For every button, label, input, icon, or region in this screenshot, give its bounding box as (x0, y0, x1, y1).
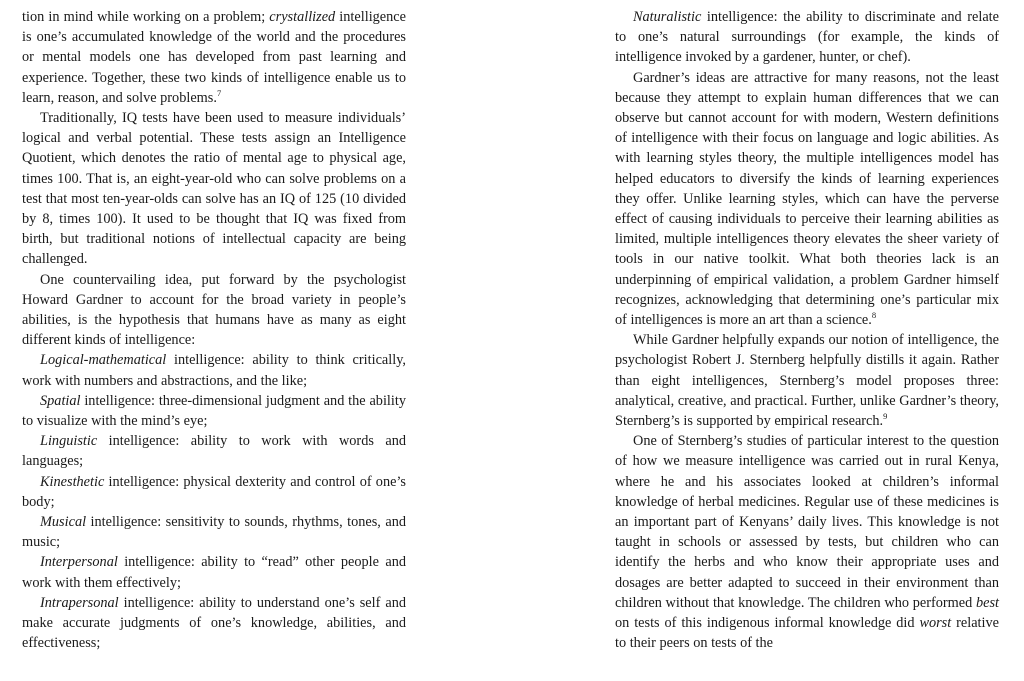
footnote-marker[interactable]: 8 (871, 310, 877, 321)
intelligence-name: Linguistic (40, 433, 98, 450)
intelligence-name: Naturalistic (633, 9, 702, 25)
text-span: One of Sternberg’s studies of particular interest to the question of how we measure intelligence was carried out in rural Kenya, where he and his associates looked at children’s informal knowledge of herbal medicines. Regular use of these medicines is an important part of Kenyans’ daily lives. This knowledge is not taught in schools or assessed by tests, but children who can identify the herbs and who know their appropriate uses and dosages are better adapted to succeed in their environment than children without that knowledge. The children who performed (615, 433, 999, 611)
intelligence-desc: intelligence: ability to think critically, work with numbers and abstractions, and the like; (22, 352, 406, 389)
text-span: relative to their peers on tests of the (615, 615, 999, 652)
paragraph-iq-tests: Traditionally, IQ tests have been used to measure individuals’ logical and verbal potential. These tests assign an Intelligence Quotient, which denotes the ratio of mental age to physical age, times 100. That is, an eight-year-old who can solve problems on a test that most ten-year-olds can solve has an IQ of 125 (10 divided by 8, times 100). It used to be thought that IQ was fixed from birth, but traditional notions of intellectual capacity are being challenged. (22, 110, 406, 268)
intelligence-name: Intrapersonal (40, 594, 119, 611)
footnote-marker[interactable]: 9 (883, 411, 888, 422)
intelligence-item (22, 552, 406, 592)
intelligence-desc: intelligence: ability to “read” other people and work with them effectively; (22, 554, 406, 591)
intelligence-name: Kinesthetic (40, 473, 105, 490)
italic-term: crystallized (269, 9, 336, 25)
intelligence-name: Logical-mathematical (40, 352, 167, 369)
paragraph-crystallized (22, 7, 406, 108)
footnote-marker[interactable]: 7 (216, 87, 222, 98)
left-column (22, 7, 406, 654)
intelligence-item-naturalistic (615, 7, 999, 68)
intelligence-item (22, 431, 406, 471)
intelligence-desc: intelligence: ability to understand one’s self and make accurate judgments of one’s knowledge, abilities, and effectiveness; (22, 594, 406, 652)
intelligence-item (22, 350, 406, 390)
text-span: tion in mind while working on a problem; (22, 9, 270, 25)
intelligence-item (22, 472, 406, 512)
intelligence-desc: intelligence: three-dimensional judgment and the ability to visualize with the mind’s eye; (22, 392, 406, 430)
intelligence-name: Spatial (40, 392, 81, 409)
italic-term: best (975, 594, 999, 611)
right-column (615, 7, 999, 654)
intelligence-item (22, 593, 406, 654)
intelligence-desc: intelligence: physical dexterity and control of one’s body; (22, 473, 406, 510)
intelligence-name: Interpersonal (40, 554, 118, 571)
paragraph-gardner: One countervailing idea, put forward by the psychologist Howard Gardner to account for the broad variety in people’s abilities, is the hypothesis that humans have as many as eight different kinds of intelligence: (22, 271, 406, 349)
text-span: on tests of this indigenous informal knowledge did (615, 615, 920, 632)
intelligence-item (22, 512, 406, 552)
paragraph-kenya-study (615, 431, 999, 653)
text-span: While Gardner helpfully expands our notion of intelligence, the psychologist Robert J. Sternberg helpfully distills it again. Rather than eight intelligences, Sternberg’s model proposes three: analytical, creative, and practical. Further, unlike Gardner’s theory, Sternberg’s is supported by empirical research. (615, 332, 999, 430)
intelligence-desc: intelligence: ability to work with words and languages; (22, 433, 406, 470)
intelligence-name: Musical (40, 514, 87, 531)
intelligence-item (22, 391, 406, 431)
intelligence-desc: intelligence: the ability to discriminate and relate to one’s natural surroundings (for example, the kinds of intelligence invoked by a gardener, hunter, or chef). (615, 9, 999, 66)
italic-term: worst (919, 615, 952, 632)
paragraph-gardner-ideas (615, 68, 999, 331)
paragraph-sternberg (615, 330, 999, 431)
intelligence-desc: intelligence: sensitivity to sounds, rhythms, tones, and music; (22, 514, 406, 551)
text-span: intelligence is one’s accumulated knowledge of the world and the procedures or mental models one has developed from past learning and experience. Together, these two kinds of intelligence enable us to learn, reason, and solve problems. (22, 9, 406, 106)
text-span: Gardner’s ideas are attractive for many reasons, not the least because they attempt to explain human differences that we can observe but cannot account for with modern, Western definitions of intelligence with their focus on language and logic abilities. As with learning styles theory, the multiple intelligences model has helped educators to diversify the kinds of learning experiences they offer. Unlike learning styles, which can have the perverse effect of causing individuals to perceive their learning abilities as limited, multiple intelligences theory elevates the sheer variety of tools in our native toolkit. What both theories lack is an underpinning of empirical validation, a problem Gardner himself recognizes, acknowledging that determining one’s particular mix of intelligences is more an art than a science. (615, 69, 999, 329)
